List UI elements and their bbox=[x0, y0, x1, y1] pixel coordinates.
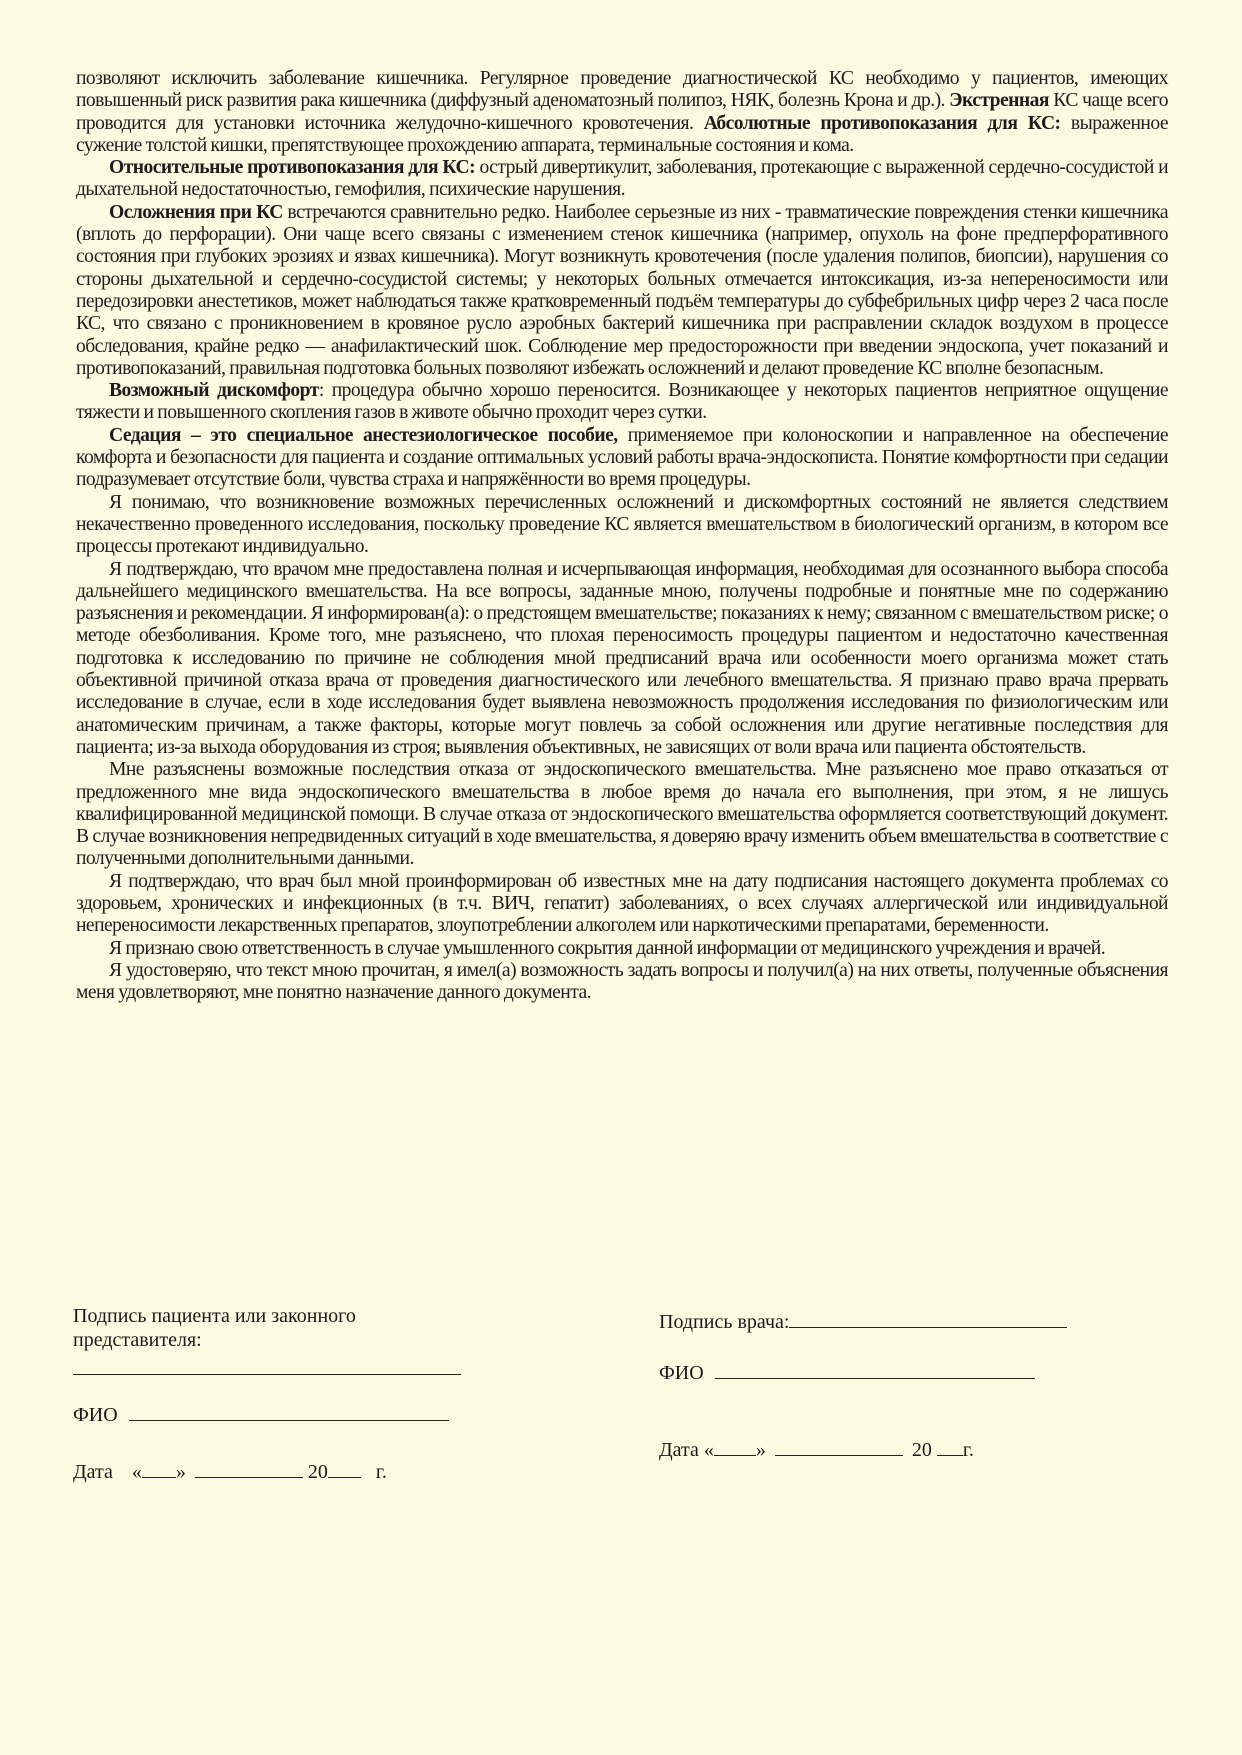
paragraph-text: Мне разъяснены возможные последствия отказа от эндоскопического вмешательства. Мне разъяснено мое право отказаться от предложенного мне вида эндоскопического вмешательства в любое время до начала его выполнения, при этом, я не лишусь квалифицированной медицинской помощи. В случае отказа от эндоскопического вмешательства оформляется соответствующий документ. В случае возникновения непредвиденных ситуаций в ходе вмешательства, я доверяю врачу изменить объем вмешательства в соответствие с полученными дополнительными данными. bbox=[76, 759, 1168, 870]
doctor-fio-row bbox=[659, 1360, 1035, 1385]
paragraph-p11 bbox=[76, 960, 1168, 1005]
bold-term: Седация – это специальное анестезиологическое пособие, bbox=[109, 424, 618, 446]
doctor-signature-field[interactable] bbox=[789, 1309, 1067, 1328]
doctor-date-close-quote: » bbox=[755, 1439, 766, 1461]
doctor-date-label: Дата bbox=[659, 1439, 699, 1461]
paragraph-text: : процедура обычно хорошо переносится. Возникающее у некоторых пациентов неприятное ощущение тяжести и повышенного скопления газов в животе обычно проходит через сутки. bbox=[76, 380, 1168, 424]
bold-term: Осложнения при КС bbox=[109, 201, 283, 223]
paragraph-p3 bbox=[76, 202, 1168, 380]
doctor-signature-label: Подпись врача: bbox=[659, 1311, 790, 1333]
patient-fio-label: ФИО bbox=[73, 1404, 118, 1426]
patient-date-year-prefix: 20 bbox=[307, 1461, 328, 1483]
paragraph-text: острый дивертикулит, заболевания, протекающие с выраженной сердечно-сосудистой и дыхательной недостаточностью, гемофилия, психические нарушения. bbox=[76, 157, 1169, 201]
paragraph-p5 bbox=[76, 425, 1168, 492]
doctor-date-day-field[interactable] bbox=[714, 1437, 756, 1456]
paragraph-text: позволяют исключить заболевание кишечника. Регулярное проведение диагностической КС необходимо у пациентов, имеющих повышенный риск развития рака кишечника (диффузный аденоматозный полипоз, НЯК, болезнь Крона и др.). bbox=[76, 68, 1168, 112]
doctor-signature-row bbox=[659, 1309, 1067, 1334]
paragraph-p8 bbox=[76, 759, 1168, 870]
patient-date-row bbox=[73, 1459, 387, 1484]
patient-fio-field[interactable] bbox=[129, 1402, 449, 1421]
paragraph-text: Я удостоверяю, что текст мною прочитан, я имел(а) возможность задать вопросы и получил(а) на них ответы, полученные объяснения меня удовлетворяют, мне понятно назначение данного документа. bbox=[76, 959, 1168, 1004]
patient-date-close-quote: » bbox=[175, 1461, 186, 1483]
paragraph-p1 bbox=[76, 68, 1168, 157]
doctor-date-row bbox=[659, 1437, 974, 1462]
patient-date-day-field[interactable] bbox=[142, 1459, 176, 1478]
bold-term: Экстренная bbox=[949, 90, 1049, 112]
patient-date-label: Дата bbox=[73, 1461, 113, 1483]
patient-date-month-field[interactable] bbox=[195, 1459, 303, 1478]
patient-signature-label-line2: представителя: bbox=[73, 1329, 202, 1351]
paragraph-text: Я подтверждаю, что врачом мне предоставлена полная и исчерпывающая информация, необходимая для осознанного выбора способа дальнейшего медицинского вмешательства. На все вопросы, заданные мною, получены подробные и понятные мне по содержанию разъяснения и рекомендации. Я информирован(а): о предстоящем вмешательстве; показаниях к нему; связанном с вмешательством риске; о методе обезболивания. Кроме того, мне разъяснено, что плохая переносимость процедуры пациентом и недостаточно качественная подготовка к исследованию по причине не соблюдения мной предписаний врача или особенности моего организма может стать объективной причиной отказа врача от проведения диагностического или лечебного вмешательства. Я признаю право врача прервать исследование в случае, если в ходе исследования будет выявлена невозможность продолжения исследования по физиологическим или анатомическим причинам, а также факторы, которые могут повлечь за собой осложнения или другие негативные последствия для пациента; из-за выхода оборудования из строя; выявления объективных, не зависящих от воли врача или пациента обстоятельств. bbox=[76, 558, 1168, 758]
paragraph-text: встречаются сравнительно редко. Наиболее серьезные из них - травматические повреждения стенки кишечника (вплоть до перфорации). Они чаще всего связаны с изменением стенок кишечника (например, опухоль на фоне предперфоративного состояния при глубоких эрозиях и язвах кишечника). Могут возникнуть кровотечения (после удаления полипов, биопсии), нарушения со стороны дыхательной и сердечно-сосудистой системы; у некоторых больных отмечается интоксикация, из-за непереносимости или передозировки анестетиков, может наблюдаться также кратковременный подъём температуры до субфебрильных цифр через 2 часа после КС, что связано с проникновением в кровяное русло аэробных бактерий кишечника при расправлении складок воздухом в процессе обследования, крайне редко — анафилактический шок. Соблюдение мер предосторожности при введении эндоскопа, учет показаний и противопоказаний, правильная подготовка больных позволяют избежать осложнений и делают проведение КС вполне безопасным. bbox=[76, 201, 1168, 379]
paragraph-p10 bbox=[76, 938, 1168, 960]
patient-signature-field[interactable] bbox=[73, 1374, 461, 1375]
patient-date-year-field[interactable] bbox=[328, 1459, 361, 1478]
bold-term: Относительные противопоказания для КС: bbox=[109, 157, 476, 179]
patient-date-year-suffix: г. bbox=[375, 1461, 387, 1483]
paragraph-p7 bbox=[76, 559, 1168, 760]
patient-signature-label-line1: Подпись пациента или законного bbox=[73, 1305, 356, 1327]
paragraph-p4 bbox=[76, 380, 1168, 425]
paragraph-p9 bbox=[76, 871, 1168, 938]
paragraph-text: выраженное сужение толстой кишки, препятствующее прохождению аппарата, терминальные состояния и кома. bbox=[76, 112, 1168, 156]
paragraph-text: КС чаще всего проводится для установки источника желудочно-кишечного кровотечения. bbox=[76, 90, 1168, 134]
bold-term: Возможный дискомфорт bbox=[109, 380, 319, 402]
paragraph-text: Я признаю свою ответственность в случае умышленного сокрытия данной информации от медицинского учреждения и врачей. bbox=[109, 937, 1106, 959]
doctor-fio-field[interactable] bbox=[715, 1360, 1035, 1379]
patient-signature-label bbox=[73, 1304, 356, 1352]
paragraph-text: Я подтверждаю, что врач был мной проинформирован об известных мне на дату подписания настоящего документа проблемах со здоровьем, хронических и инфекционных (в т.ч. ВИЧ, гепатит) заболеваниях, о всех случаях аллергической или индивидуальной непереносимости лекарственных препаратов, злоупотреблении алкоголем или наркотическими препаратами, беременности. bbox=[76, 870, 1168, 937]
paragraph-text: применяемое при колоноскопии и направленное на обеспечение комфорта и безопасности для пациента и создание оптимальных условий работы врача-эндоскописта. Понятие комфортности при седации подразумевает отсутствие боли, чувства страха и напряжённости во время процедуры. bbox=[76, 424, 1168, 491]
consent-body-text bbox=[76, 68, 1168, 1004]
doctor-date-month-field[interactable] bbox=[775, 1437, 903, 1456]
doctor-date-open-quote: « bbox=[703, 1439, 714, 1461]
doctor-date-year-suffix: г. bbox=[962, 1439, 974, 1461]
bold-term: Абсолютные противопоказания для КС: bbox=[703, 112, 1061, 134]
paragraph-p2 bbox=[76, 157, 1168, 202]
doctor-date-year-prefix: 20 bbox=[911, 1439, 932, 1461]
doctor-fio-label: ФИО bbox=[659, 1362, 704, 1384]
paragraph-text: Я понимаю, что возникновение возможных перечисленных осложнений и дискомфортных состояний не является следствием некачественно проведенного исследования, поскольку проведение КС является вмешательством в биологический организм, в котором все процессы протекают индивидуально. bbox=[76, 491, 1168, 558]
patient-fio-row bbox=[73, 1402, 449, 1427]
patient-date-open-quote: « bbox=[131, 1461, 142, 1483]
doctor-date-year-field[interactable] bbox=[937, 1437, 963, 1456]
paragraph-p6 bbox=[76, 492, 1168, 559]
